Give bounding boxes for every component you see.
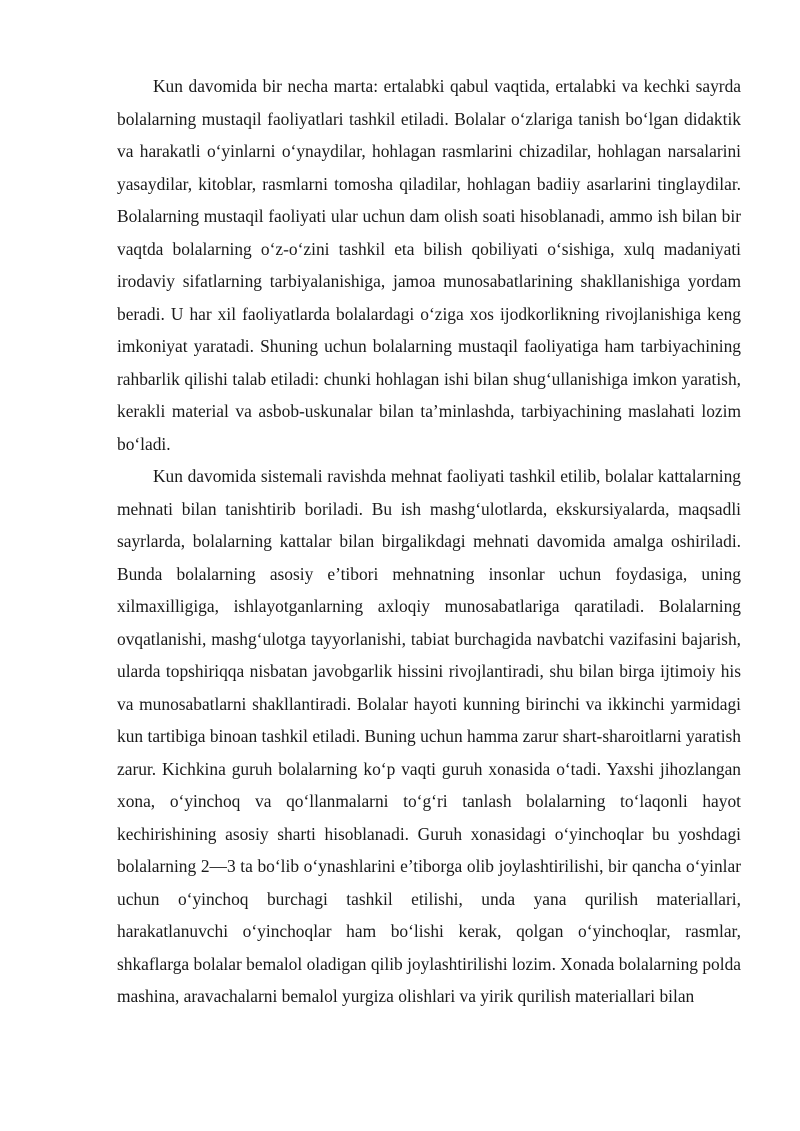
paragraph-2: Kun davomida sistemali ravishda mehnat faoliyati tashkil etilib, bolalar kattalarning mehnati bilan tanishtirib boriladi. Bu ish mashg‘ulotlarda, ekskursiyalarda, maqsadli sayrlarda, bolalarning kattalar bilan birgalikdagi mehnati davomida amalga oshiriladi. Bunda bolalarning asosiy e’tibori mehnatning insonlar uchun foydasiga, uning xilmaxilligiga, ishlayotganlarning axloqiy munosabatlariga qaratiladi. Bolalarning ovqatlanishi, mashg‘ulotga tayyorlanishi, tabiat burchagida navbatchi vazifasini bajarish, ularda topshiriqqa nisbatan javobgarlik hissini rivojlantiradi, shu bilan birga ijtimoiy his va munosabatlarni shakllantiradi. Bolalar hayoti kunning birinchi va ikkinchi yarmidagi kun tartibiga binoan tashkil etiladi. Buning uchun hamma zarur shart-sharoitlarni yaratish zarur. Kichkina guruh bolalarning ko‘p vaqti guruh xonasida o‘tadi. Yaxshi jihozlangan xona, o‘yinchoq va qo‘llanmalarni to‘g‘ri tanlash bolalarning to‘laqonli hayot kechirishining asosiy sharti hisoblanadi. Guruh xonasidagi o‘yinchoqlar bu yoshdagi bolalarning 2—3 ta bo‘lib o‘ynashlarini e’tiborga olib joylashtirilishi, bir qancha o‘yinlar uchun o‘yinchoq burchagi tashkil etilishi, unda yana qurilish materiallari, harakatlanuvchi o‘yinchoqlar ham bo‘lishi kerak, qolgan o‘yinchoqlar, rasmlar, shkaflarga bolalar bemalol oladigan qilib joylashtirilishi lozim. Xonada bolalarning polda mashina, aravachalarni bemalol yurgiza olishlari va yirik qurilish materiallari bilan [117,466,741,1006]
paragraph-1: Kun davomida bir necha marta: ertalabki qabul vaqtida, ertalabki va kechki sayrda bolalarning mustaqil faoliyatlari tashkil etiladi. Bolalar o‘zlariga tanish bo‘lgan didaktik va harakatli o‘yinlarni o‘ynaydilar, hohlagan rasmlarini chizadilar, hohlagan narsalarini yasaydilar, kitoblar, rasmlarni tomosha qiladilar, hohlagan badiiy asarlarini tinglaydilar. Bolalarning mustaqil faoliyati ular uchun dam olish soati hisoblanadi, ammo ish bilan bir vaqtda bolalarning o‘z-o‘zini tashkil eta bilish qobiliyati o‘sishiga, xulq madaniyati irodaviy sifatlarning tarbiyalanishiga, jamoa munosabatlarining shakllanishiga yordam beradi. U har xil faoliyatlarda bolalardagi o‘ziga xos ijodkorlikning rivojlanishiga keng imkoniyat yaratadi. Shuning uchun bolalarning mustaqil faoliyatiga ham tarbiyachining rahbarlik qilishi talab etiladi: chunki hohlagan ishi bilan shug‘ullanishiga imkon yaratish, kerakli material va asbob-uskunalar bilan ta’minlashda, tarbiyachining maslahati lozim bo‘ladi. [117,76,741,454]
document-body [117,70,741,1013]
